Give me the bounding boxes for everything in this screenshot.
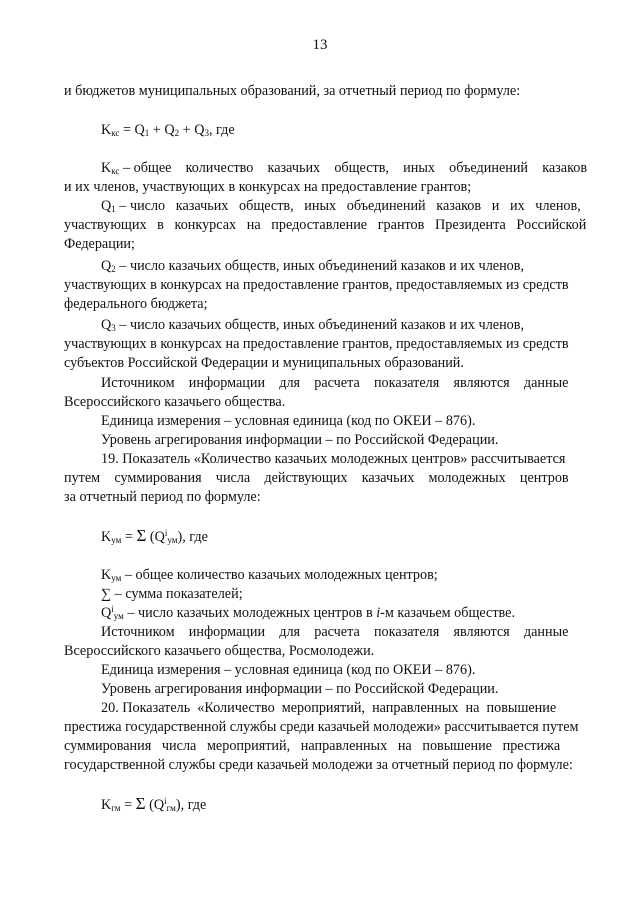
definition-q2: $Q_2$ – число казачьих обществ, иных объединений казаков и их членов, <box>101 258 524 274</box>
text-line: 19. Показатель «Количество казачьих молодежных центров» рассчитывается <box>101 451 566 467</box>
definition-q3: $Q_3$ – число казачьих обществ, иных объединений казаков и их членов, <box>101 317 524 333</box>
text-line: Единица измерения – условная единица (код по ОКЕИ – 876). <box>101 413 476 429</box>
text-line: Всероссийского казачьего общества, Росмолодежи. <box>64 643 375 659</box>
text-line: Источником информации для расчета показателя являются данные <box>101 624 569 640</box>
definition-kks: $K_{кс}$ – общее количество казачьих обществ, иных объединений казаков <box>101 160 588 176</box>
text-line: участвующих в конкурсах на предоставление грантов Президента Российской <box>64 217 587 233</box>
text-line: участвующих в конкурсах на предоставление грантов, предоставляемых из средств <box>64 336 569 352</box>
definition-sum: ∑ – сумма показателей; <box>101 586 243 602</box>
definition-kum: $K_{ум}$ – общее количество казачьих молодежных центров; <box>101 567 438 583</box>
text-line: престижа государственной службы среди казачьей молодежи» рассчитывается путем <box>64 719 579 735</box>
text-line: участвующих в конкурсах на предоставление грантов, предоставляемых из средств <box>64 277 569 293</box>
text-line: 20. Показатель «Количество мероприятий, направленных на повышение <box>101 700 557 716</box>
text-line: путем суммирования числа действующих казачьих молодежных центров <box>64 470 569 486</box>
definition-q1: $Q_1$ – число казачьих обществ, иных объединений казаков и их членов, <box>101 198 581 214</box>
definition-qi: $Q^i_{ум}$ – число казачьих молодежных центров в i-м казачьем обществе. <box>101 604 515 621</box>
formula-kks: $K_{кс} = Q_1 + Q_2 + Q_3$, где <box>101 122 235 138</box>
text-line: Федерации; <box>64 236 135 252</box>
text-line: и бюджетов муниципальных образований, за отчетный период по формуле: <box>64 83 521 99</box>
formula-kum: $K_{ум} = \Sigma$ $(Q^i_{ум})$, где <box>101 526 208 545</box>
text-line: Всероссийского казачьего общества. <box>64 394 286 410</box>
text-line: государственной службы среди казачьей молодежи за отчетный период по формуле: <box>64 757 573 773</box>
text-line: суммирования числа мероприятий, направленных на повышение престижа <box>64 738 561 754</box>
text-line: субъектов Российской Федерации и муниципальных образований. <box>64 355 464 371</box>
text-line: за отчетный период по формуле: <box>64 489 261 505</box>
text-line: Источником информации для расчета показателя являются данные <box>101 375 569 391</box>
text-line: федерального бюджета; <box>64 296 208 312</box>
text-line: Единица измерения – условная единица (код по ОКЕИ – 876). <box>101 662 476 678</box>
text-line: Уровень агрегирования информации – по Российской Федерации. <box>101 681 499 697</box>
text-line: и их членов, участвующих в конкурсах на предоставление грантов; <box>64 179 472 195</box>
formula-kgm: $K_{гм} = \Sigma$ $(Q^i_{гм})$, где <box>101 794 207 813</box>
text-line: Уровень агрегирования информации – по Российской Федерации. <box>101 432 499 448</box>
page-number: 13 <box>312 37 328 53</box>
